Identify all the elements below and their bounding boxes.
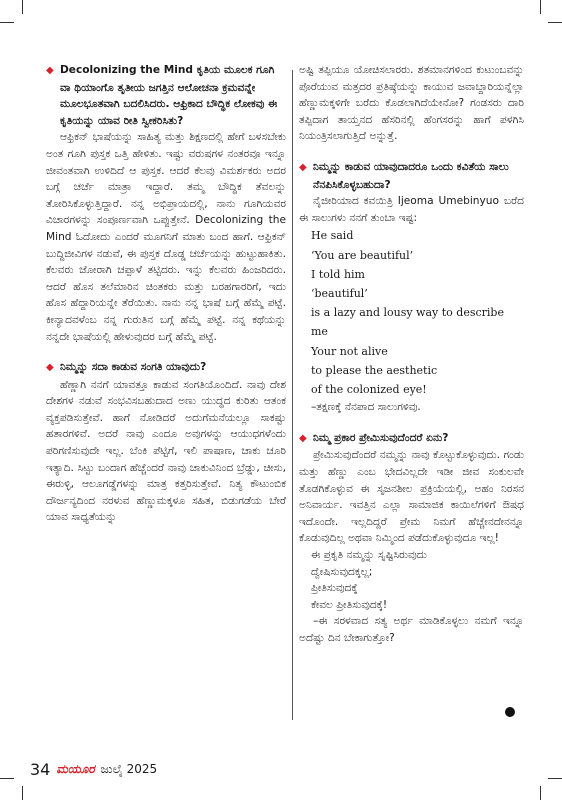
question-heading <box>299 159 524 193</box>
left-column <box>46 62 286 526</box>
question-heading <box>46 359 286 377</box>
question-text: ನಿಮ್ಮನ್ನು ಕಾಡುವ ಯಾವುದಾದರೂ ಒಂದು ಕವಿತೆಯ ಸಾಲು ನೆನಪಿಸಿಕೊಳ್ಳಬಹುದಾ? <box>313 160 509 191</box>
poem-line: to please the aesthetic <box>311 363 438 377</box>
verse-line: ಪ್ರೀತಿಸುವುದಕ್ಕೆ <box>311 582 358 595</box>
crop-mark <box>0 22 14 23</box>
crop-mark <box>548 22 562 23</box>
question-heading <box>299 430 524 448</box>
column-divider <box>292 70 293 720</box>
verse-line: ದ್ವೇಷಿಸುವುದಕ್ಕಲ್ಲ; <box>311 565 373 578</box>
answer-paragraph: ಹೆಣ್ಣಾಗಿ ನನಗೆ ಯಾವತ್ತೂ ಕಾಡುವ ಸಂಗತಿಯೊಂದಿದೆ. ನಾವು ದೇಶ ದೇಶಗಳ ನಡುವೆ ಸಂಭವಿಸಬಹುದಾದ ಅಣು ಯುದ್ಧದ ಕುರಿತು ಆತಂಕ ವ್ಯಕ್ತಪಡಿಸುತ್ತೇವೆ. ಹಾಗೆ ನೋಡಿದರೆ ಅದುಗೆಮನೆಯಲ್ಲೂ ಸಾಕಷ್ಟು ಹತಾರಗಳಿವೆ. ಅದರೆ ನಾವು ಎಂದೂ ಅವುಗಳನ್ನು ಆಯುಧಗಳೆಂದು ಪರಿಗಣಿಸುವುದೇ ಇಲ್ಲ. ಬೆಂಕಿ ಪೆಟ್ಟಿಗೆ, ಇಲಿ ಪಾಷಾಣ, ಚಾಕು ಚೂರಿ ಇತ್ಯಾದಿ. ಸಿಟ್ಟು ಬಂದಾಗ ಹೆಚ್ಚೆಂದರೆ ನಾವು ಚಾಕುವಿನಿಂದ ಬ್ರೆಡ್ಡು, ಚೀಸು, ಈರುಳ್ಳಿ, ಆಲೂಗಡ್ಡೆಗಳನ್ನು ಮಾತ್ರ ಕತ್ತರಿಸುತ್ತೇವೆ. ನಿತ್ಯ ಕೌಟುಂಬಿಕ ದೌರ್ಜನ್ಯದಿಂದ ನರಳುವ ಹೆಣ್ಣುಮಕ್ಕಳೂ ಸಹಿತ, ಬಿಡುಗಡೆಯ ಬೇರೆ ಯಾವ ಸಾಧ್ಯತೆಯನ್ನು <box>46 378 286 524</box>
crop-mark <box>22 0 23 14</box>
poem-line: ‘You are beautiful’ <box>311 248 414 262</box>
poem-line: is a lazy and lousy way to describe me <box>311 306 504 339</box>
issue-date: ಜುಲೈ 2025 <box>100 762 158 776</box>
answer-paragraph: ನೈಜೀರಿಯಾದ ಕವಯಿತ್ರಿ Ijeoma Umebinyuo ಬರೆದ ಈ ಸಾಲುಗಳು ನನಗೆ ತುಂಬಾ ಇಷ್ಟ: <box>299 195 524 224</box>
question-text: ನಿಮ್ಮ ಪ್ರಕಾರ ಪ್ರೇಮಿಸುವುದೆಂದರೆ ಏನು? <box>313 431 449 444</box>
poem-line: I told him <box>311 267 365 281</box>
answer-paragraph-continued: ಅಷ್ಟಿ ತಪ್ಪಿಯೂ ಯೋಚಿಸಲಾರರು. ಶತಮಾನಗಳಿಂದ ಕುಟುಂಬವನ್ನು ಪೊರೆಯುವ ಮತ್ತದರ ಪ್ರತಿಷ್ಠೆಯನ್ನು ಕಾಯುವ ಜವಾಬ್ದಾರಿಯನ್ನೆಲ್ಲಾ ಹೆಣ್ಣುಮಕ್ಕಳಿಗೇ ಬರೆದು ಕೊಡಲಾಗಿದೆಯೇನೋ? ಗಂಡಸರು ದಾರಿ ತಪ್ಪಿದಾಗ ತಾಯ್ತನದ ಹೆಸರಿನಲ್ಲಿ ಹೆಂಗಸರನ್ನು ಹಾಗೆ ಪಳಗಿಸಿ ನಿಯಂತ್ರಿಸಲಾಗುತ್ತಿದೆ ಅನ್ನುತ್ತೆ. <box>299 64 524 143</box>
magazine-logo: ಮಯೂರ <box>56 762 95 776</box>
question-text: Decolonizing the Mind ಕೃತಿಯ ಮೂಲಕ ಗೂಗಿ ವಾ ಥಿಯಾಂಗೊ ತೃತೀಯ ಜಗತ್ತಿನ ಆಲೋಚನಾ ಕ್ರಮವನ್ನೇ ಮೂಲಭೂತವಾಗಿ ಬದಲಿಸಿದರು. ಆಫ್ರಿಕಾದ ಬೌದ್ಧಿಕ ಲೋಕವು ಈ ಕೃತಿಯನ್ನು ಯಾವ ರೀತಿ ಸ್ವೀಕರಿಸಿತು? <box>60 64 278 127</box>
poem-line: of the colonized eye! <box>311 382 427 396</box>
verse-line: ಕೇವಲ ಪ್ರೀತಿಸುವುದಕ್ಕೆ! <box>311 598 388 611</box>
closing-paragraph: –ಈ ಸರಳವಾದ ಸತ್ಯ ಅರ್ಥ ಮಾಡಿಕೊಳ್ಳಲು ನಮಗೆ ಇನ್ನೂ ಅದೆಷ್ಟು ದಿನ ಬೇಕಾಗುತ್ತೋ? <box>299 615 524 644</box>
question-text: ನಿಮ್ಮನ್ನು ಸದಾ ಕಾಡುವ ಸಂಗತಿ ಯಾವುದು? <box>60 361 207 374</box>
end-of-article-dot <box>505 707 515 717</box>
diamond-bullet-icon: ◆ <box>299 432 307 444</box>
poem-line: He said <box>311 229 354 243</box>
crop-mark <box>22 786 23 800</box>
question-heading <box>46 62 286 129</box>
poem-credit: –ತಕ್ಷಣಕ್ಕೆ ನೆನಪಾದ ಸಾಲುಗಳಿವು. <box>311 401 421 414</box>
poem-block <box>299 226 524 399</box>
diamond-bullet-icon: ◆ <box>46 65 54 76</box>
crop-mark <box>540 0 541 14</box>
poem-line: Your not alive <box>311 344 388 358</box>
answer-paragraph: ಪ್ರೇಮಿಸುವುದೆಂದರೆ ನಮ್ಮನ್ನು ನಾವು ಕೊಟ್ಟುಕೊಳ್ಳುವುದು. ಗಂಡು ಮತ್ತು ಹೆಣ್ಣು ಎಂಬ ಭೇದವಿಲ್ಲದೇ ಇಡೀ ಜೀವ ಸಂಕುಲವೇ ತೊಡಗಿಕೊಳ್ಳುವ ಈ ಸೃಜನಶೀಲ ಪ್ರಕ್ರಿಯೆಯಲ್ಲಿ, ಅಹಂ ನಿರಸನ ಅನಿವಾರ್ಯ. ಇವತ್ತಿನ ಎಲ್ಲಾ ಸಾಮಾಜಿಕ ಕಾಯಿಲೆಗಳಿಗೆ ಔಷಧ ಇದೊಂದೇ. ಇಲ್ಲದಿದ್ದರೆ ಪ್ರೇಮ ನಿಮಗೆ ಹೆಚ್ಚೇನದೇನನ್ನೂ ಕೊಡುವುದಿಲ್ಲ ಅಥವಾ ನಿಮ್ಮಿಂದ ಪಡೆದುಕೊಳ್ಳುವುದೂ ಇಲ್ಲ! <box>299 449 524 545</box>
diamond-bullet-icon: ◆ <box>46 362 54 374</box>
right-column <box>299 62 524 646</box>
answer-paragraph: ಆಫ್ರಿಕನ್ ಭಾಷೆಯನ್ನು ಸಾಹಿತ್ಯ ಮತ್ತು ಶಿಕ್ಷಣದಲ್ಲಿ ಹೇಗೆ ಬಳಸಬೇಕು ಅಂತ ಗೂಗಿ ಪುಸ್ತಕ ಒತ್ತಿ ಹೇಳಿತು. ಇಷ್ಟು ವರುಷಗಳ ನಂತರವೂ ಇನ್ನೂ ಜೀವಂತವಾಗಿ ಉಳಿದಿದೆ ಆ ಪುಸ್ತಕ. ಆದರೆ ಕೆಲವು ವಿಮರ್ಶಕರು ಅದರ ಬಗ್ಗೆ ಚರ್ಚೆ ಮಾತ್ರಾ ಇದ್ದಾರೆ. ತಮ್ಮ ಬೌದ್ಧಿಕ ತೆವಲನ್ನು ತೋರಿಸಿಕೊಳ್ಳುತ್ತಿದ್ದಾರೆ. ನನ್ನ ಅಭಿಪ್ರಾಯದಲ್ಲಿ, ನಾನು ಗೂಗಿಯವರ ವಿಚಾರಗಳನ್ನು ಸಂಪೂರ್ಣವಾಗಿ ಒಪ್ಪುತ್ತೇನೆ. Decolonizing the Mind ಓದೋದು ಎಂದರೆ ಮೂಗನಿಗೆ ಮಾತು ಬಂದ ಹಾಗೆ. ಆಫ್ರಿಕನ್ ಬುದ್ಧಿಜೀವಿಗಳ ನಡುವೆ, ಈ ಪುಸ್ತಕ ದೊಡ್ಡ ಚರ್ಚೆಯನ್ನು ಹುಟ್ಟುಹಾಕಿತು. ಕೆಲವರು ಜೋರಾಗಿ ಚಪ್ಪಾಳೆ ತಟ್ಟಿದರು. ಇನ್ನು ಕೆಲವರು ಹಿಂಜರಿದರು. ಆದರೆ ಹೊಸ ತಲೆಮಾರಿನ ಚಿಂತಕರು ಮತ್ತು ಬರಹಗಾರರಿಗೆ, ಇದು ಹೊಸ ಹೆದ್ದಾರಿಯನ್ನೇ ತೆರೆಯಿತು. ನಾನು ನನ್ನ ಭಾಷೆ ಬಗ್ಗೆ ಹೆಮ್ಮೆ ಪಟ್ಟೆ. ಕೀನ್ಯಾದವಳೆಂಬ ನನ್ನ ಗುರುತಿನ ಬಗ್ಗೆ ಹೆಮ್ಮೆ ಪಟ್ಟೆ. ನನ್ನ ಕಥೆಯನ್ನು ನನ್ನದೇ ಭಾಷೆಯಲ್ಲಿ ಹೇಳುವುದರ ಬಗ್ಗೆ ಹೆಮ್ಮೆ ಪಟ್ಟೆ. <box>46 131 286 343</box>
verse-line: ಈ ಪ್ರಕೃತಿ ನಮ್ಮನ್ನು ಸೃಷ್ಟಿಸಿರುವುದು <box>311 548 427 561</box>
crop-mark <box>540 786 541 800</box>
page-number: 34 <box>30 760 51 779</box>
crop-mark <box>548 778 562 779</box>
diamond-bullet-icon: ◆ <box>299 161 307 173</box>
crop-mark <box>0 778 14 779</box>
poem-line: ‘beautiful’ <box>311 286 368 300</box>
page-footer <box>30 760 157 779</box>
